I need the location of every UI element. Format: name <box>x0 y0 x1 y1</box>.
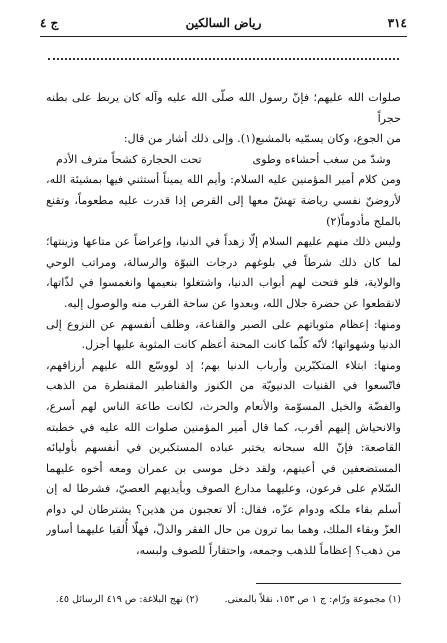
dotted-separator <box>48 58 399 60</box>
paragraph: ومنها: ابتلاء المتكبّرين وأرباب الدنيا بهم؛ إذ لووسّع الله عليهم أرزاقهم، فاتّسعوا في القنيات الدنيويّة من الكنوز والقناطير المقنطرة من الذهب والفضّة والخيل المسوّمة والأنعام والحرث، لكانت طاعة الناس لهم أسرع، والانحياش إليهم أقرب، كما قال أمير المؤمنين صلوات الله عليه في خطبته القاصعة: فإنّ الله سبحانه يختبر عباده المستكبرين في أنفسهم بأوليائه المستضعفين في أعينهم، ولقد دخل موسى بن عمران ومعه أخوه عليهما السّلام على فرعون، وعليهما مدارع الصوف وبأيديهم العصيّ، فشرطا له إن أسلم بقاء ملكه ودوام عزّه، فقال: ألا تعجبون من هذين؟ يشترطان لي دوام العزّ وبقاء الملك، وهما بما ترون من حال الفقر والذلّ، فهلّا أُلقيا عليهما أساور من ذهب؟ إعظاماً للذهب وجمعه، واحتقاراً للصوف ولبسه، <box>46 358 401 558</box>
book-title: رياض السالكين <box>185 16 262 30</box>
footnote: (٢) نهج البلاغة: ص ٤١٩ الرسائل ٤٥. <box>55 594 199 605</box>
footnote: (١) مجموعة ورّام: ج ١ ص ١٥٣، نقلاً بالمعنى. <box>224 594 401 605</box>
verse-hemistich-right: وشدّ من سغب أحشاءه وطوى <box>252 152 391 166</box>
paragraph: وليس ذلك منهم عليهم السلام إلّا زهداً في الدنيا، وإعراضاً عن متاعها وزينتها؛ لما كان ذلك شرطاً في بلوغهم درجات النبوّة والرسالة، ومراتب الوحي والولاية، فلو فتحت لهم أبواب الدنيا، واشتغلوا بنعيمها وانغمسوا في لذّاتها، لانقطعوا عن حضرة جلال الله، وبعدوا عن ساحة القرب منه والوصول إليه. <box>46 235 401 310</box>
running-header <box>40 16 407 38</box>
paragraph: ومنها: إعظام مثوباتهم على الصبر والقناعة، وظلف أنفسهم عن النزوع إلى الدنيا وشهواتها؛ لأنّه كلّما كانت المحنة أعظم كانت المثوبة عليها أجزل. <box>46 317 401 352</box>
paragraph: ومن كلام أمير المؤمنين عليه السلام: وأيم الله يميناً أستثني فيها بمشيئة الله، لأروضنّ نفسي رياضة تهشّ معها إلى القرص إذا قدرت عليه مطعوماً، وتقنع بالملح مأدوماً(٢) <box>46 173 401 228</box>
verse-hemistich-left: تحت الحجارة كشحاً مترف الأدم <box>56 152 202 166</box>
page-number: ٣١٤ <box>387 16 407 30</box>
volume-label: ج ٤ <box>40 16 59 30</box>
main-text <box>46 88 401 568</box>
text-line: صلوات الله عليهم؛ فإنّ رسول الله صلّى الله عليه وآله كان يربط على بطنه حجراً <box>46 91 401 125</box>
text-line: من الجوع، وكان يسمّيه بالمشبع(١). وإلى ذلك أشار من قال: <box>123 132 401 146</box>
footnotes <box>46 594 401 605</box>
poetry-verse <box>46 150 401 171</box>
footnote-rule <box>256 583 401 584</box>
header-rule <box>40 36 407 37</box>
